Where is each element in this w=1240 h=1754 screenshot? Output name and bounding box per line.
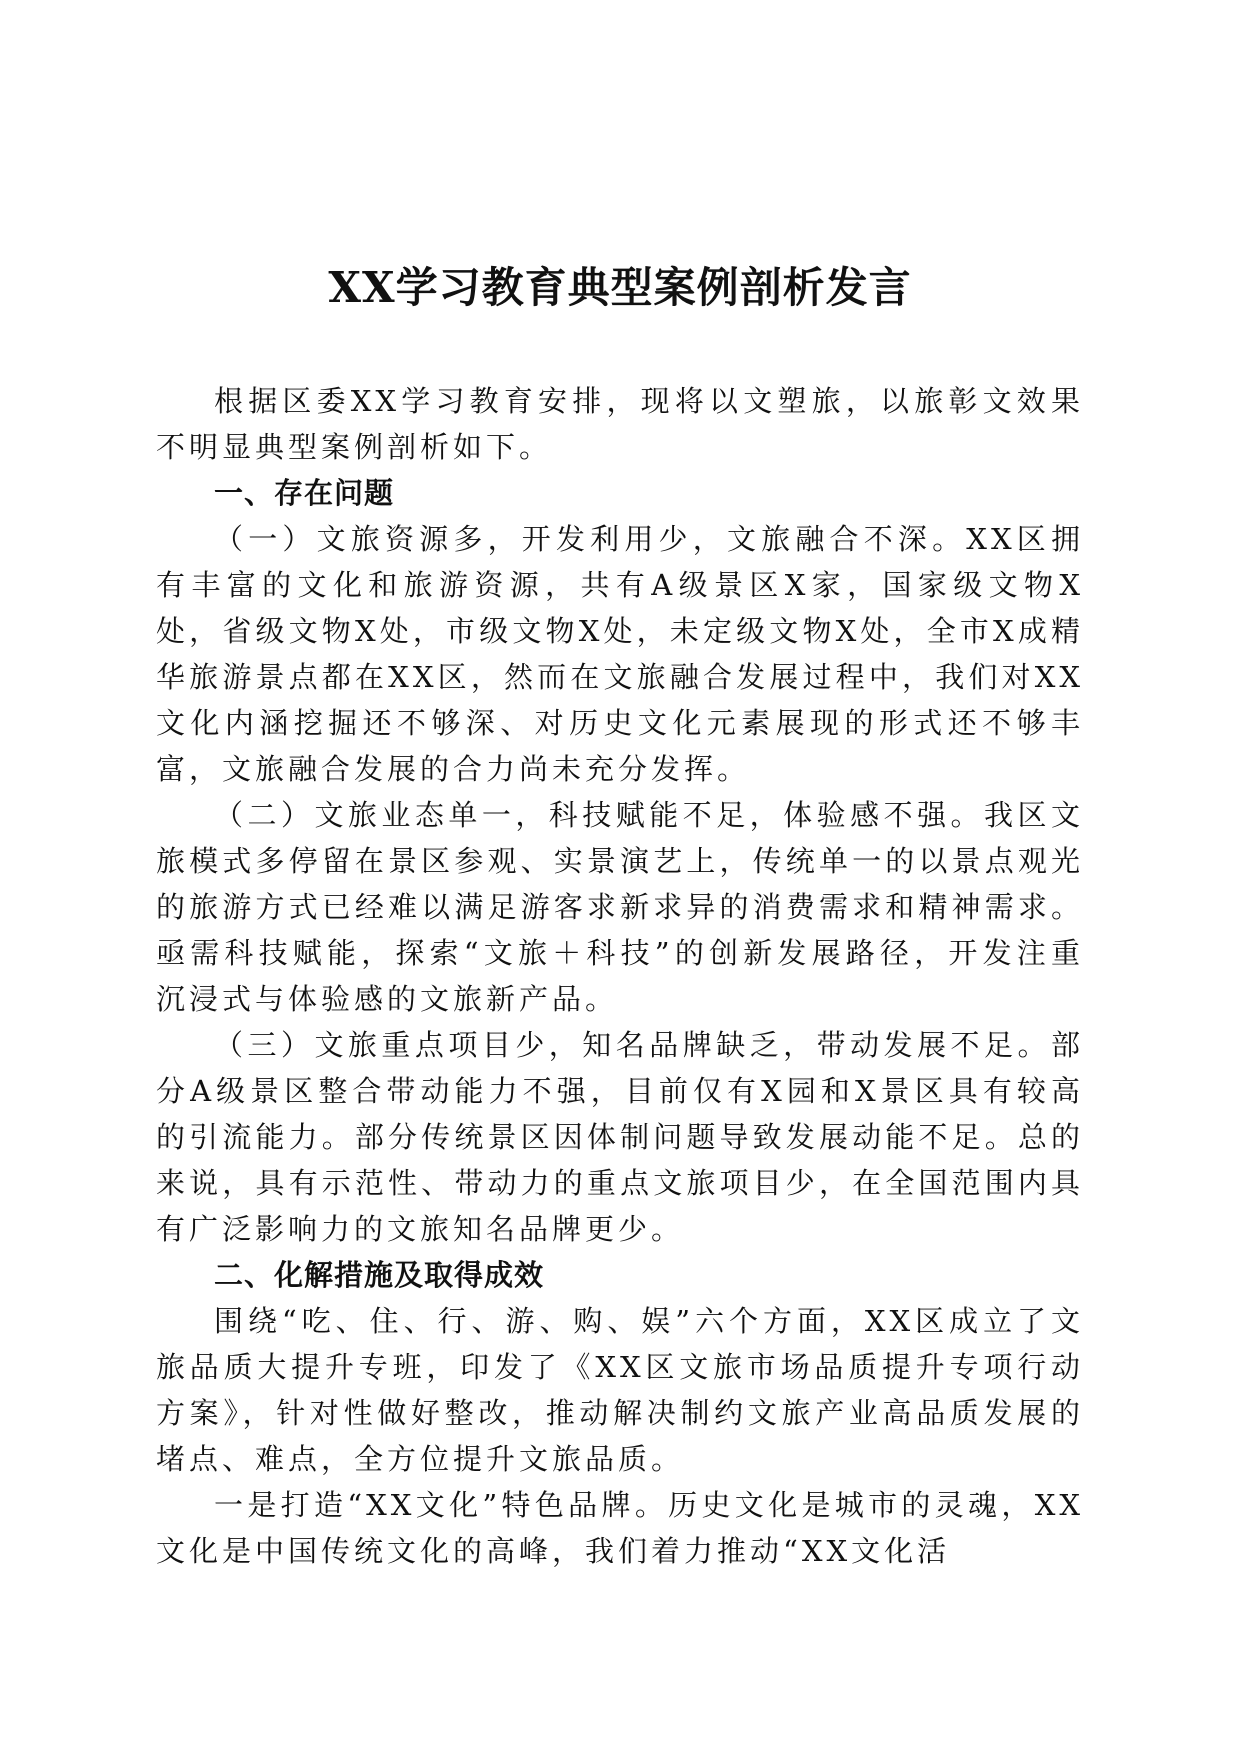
document-title: XX学习教育典型案例剖析发言	[328, 263, 912, 312]
paragraph-problem-1: （一）文旅资源多，开发利用少，文旅融合不深。XX区拥有丰富的文化和旅游资源，共有A级景区X家，国家级文物X处，省级文物X处，市级文物X处，未定级文物X处，全市X成精华旅游景点都在XX区，然而在文旅融合发展过程中，我们对XX文化内涵挖掘还不够深、对历史文化元素展现的形式还不够丰富，文旅融合发展的合力尚未充分发挥。	[156, 522, 1084, 786]
paragraph-problem-3: （三）文旅重点项目少，知名品牌缺乏，带动发展不足。部分A级景区整合带动能力不强，目前仅有X园和X景区具有较高的引流能力。部分传统景区因体制问题导致发展动能不足。总的来说，具有示范性、带动力的重点文旅项目少，在全国范围内具有广泛影响力的文旅知名品牌更少。	[156, 1028, 1084, 1246]
paragraph-intro: 根据区委XX学习教育安排，现将以文塑旅，以旅彰文效果不明显典型案例剖析如下。	[156, 384, 1084, 464]
paragraph-measures-intro: 围绕“吃、住、行、游、购、娱”六个方面，XX区成立了文旅品质大提升专班，印发了《XX区文旅市场品质提升专项行动方案》，针对性做好整改，推动解决制约文旅产业高品质发展的堵点、难点，全方位提升文旅品质。	[156, 1304, 1084, 1476]
document-body	[156, 378, 1084, 1574]
section-heading-measures: 二、化解措施及取得成效	[214, 1258, 545, 1292]
paragraph-problem-2: （二）文旅业态单一，科技赋能不足，体验感不强。我区文旅模式多停留在景区参观、实景演艺上，传统单一的以景点观光的旅游方式已经难以满足游客求新求异的消费需求和精神需求。亟需科技赋能，探索“文旅＋科技”的创新发展路径，开发注重沉浸式与体验感的文旅新产品。	[156, 798, 1084, 1016]
paragraph-measure-1: 一是打造“XX文化”特色品牌。历史文化是城市的灵魂，XX文化是中国传统文化的高峰，我们着力推动“XX文化活	[156, 1488, 1084, 1568]
section-heading-problems: 一、存在问题	[214, 476, 395, 510]
